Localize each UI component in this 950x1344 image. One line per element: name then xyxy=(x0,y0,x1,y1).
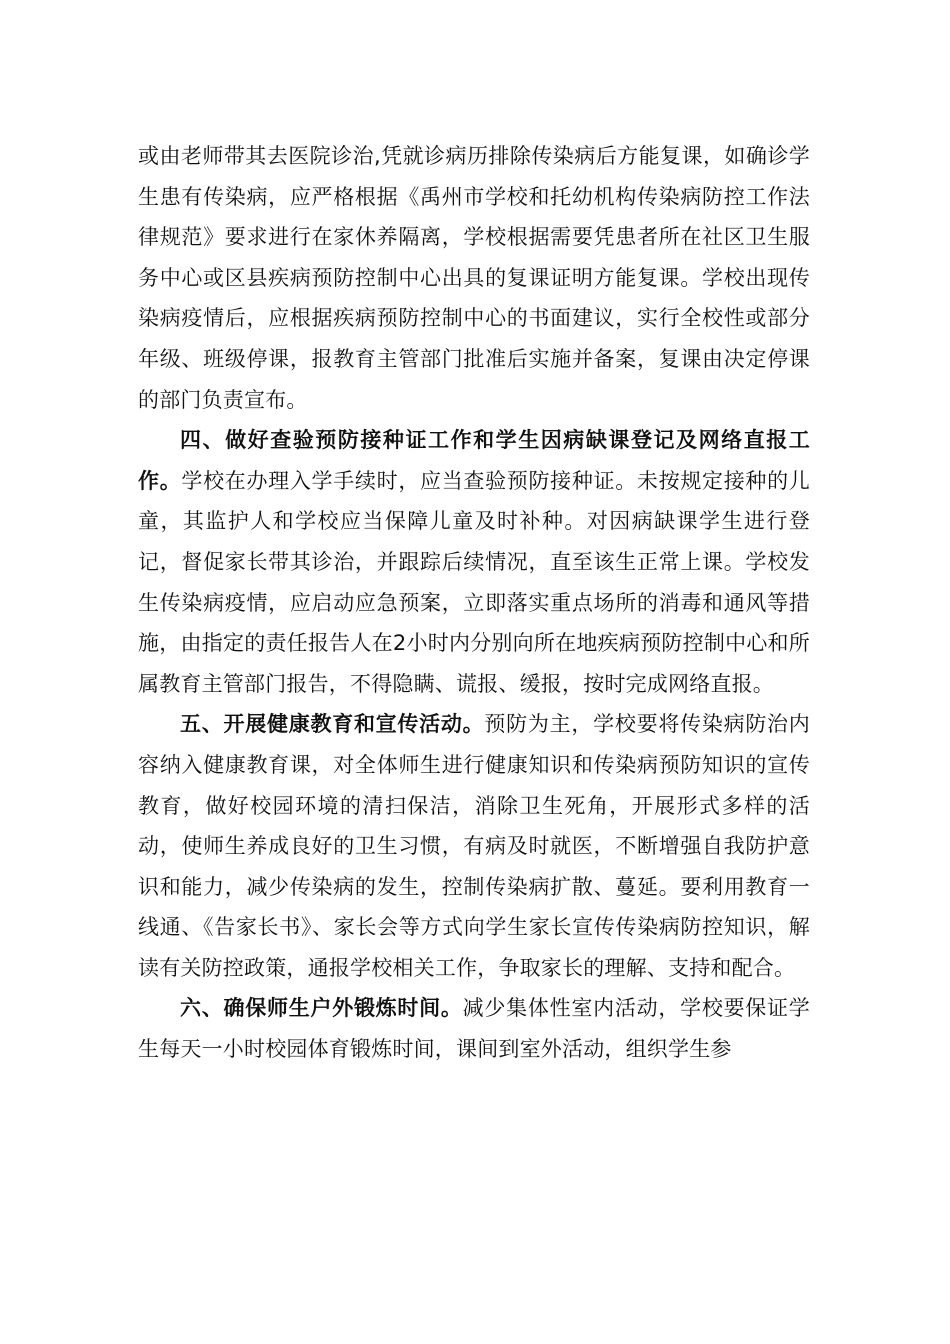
document-page xyxy=(138,136,810,1070)
paragraph-section-4 xyxy=(138,420,810,704)
paragraph-text: 减少集体性室内活动，学校要保证学生每天一小时校园体育锻炼时间，课间到室外活动，组织学生参 xyxy=(138,996,810,1062)
paragraph-section-6 xyxy=(138,988,810,1069)
paragraph-continuation xyxy=(138,136,810,420)
section-heading: 五、开展健康教育和宣传活动。 xyxy=(180,712,485,737)
paragraph-section-5 xyxy=(138,704,810,988)
paragraph-text: 学校在办理入学手续时，应当查验预防接种证。未按规定接种的儿童，其监护人和学校应当保障儿童及时补种。对因病缺课学生进行登记，督促家长带其诊治，并跟踪后续情况，直至该生正常上课。学校发生传染病疫情，应启动应急预案，立即落实重点场所的消毒和通风等措施，由指定的责任报告人在2小时内分别向所在地疾病预防控制中心和所属教育主管部门报告，不得隐瞒、谎报、缓报，按时完成网络直报。 xyxy=(138,468,810,696)
section-heading: 六、确保师生户外锻炼时间。 xyxy=(180,996,463,1021)
paragraph-text: 预防为主，学校要将传染病防治内容纳入健康教育课，对全体师生进行健康知识和传染病预防知识的宣传教育，做好校园环境的清扫保洁，消除卫生死角，开展形式多样的活动，使师生养成良好的卫生习惯，有病及时就医，不断增强自我防护意识和能力，减少传染病的发生，控制传染病扩散、蔓延。要利用教育一线通、《告家长书》、家长会等方式向学生家长宣传传染病防控知识，解读有关防控政策，通报学校相关工作，争取家长的理解、支持和配合。 xyxy=(138,712,810,980)
section-heading: 四、做好查验预防接种证工作和学生因病缺课登记及网络直报工作。 xyxy=(138,428,810,493)
paragraph-text: 或由老师带其去医院诊治,凭就诊病历排除传染病后方能复课，如确诊学生患有传染病，应严格根据《禹州市学校和托幼机构传染病防控工作法律规范》要求进行在家休养隔离，学校根据需要凭患者所在社区卫生服务中心或区县疾病预防控制中心出具的复课证明方能复课。学校出现传染病疫情后，应根据疾病预防控制中心的书面建议，实行全校性或部分年级、班级停课，报教育主管部门批准后实施并备案，复课由决定停课的部门负责宣布。 xyxy=(138,144,810,412)
